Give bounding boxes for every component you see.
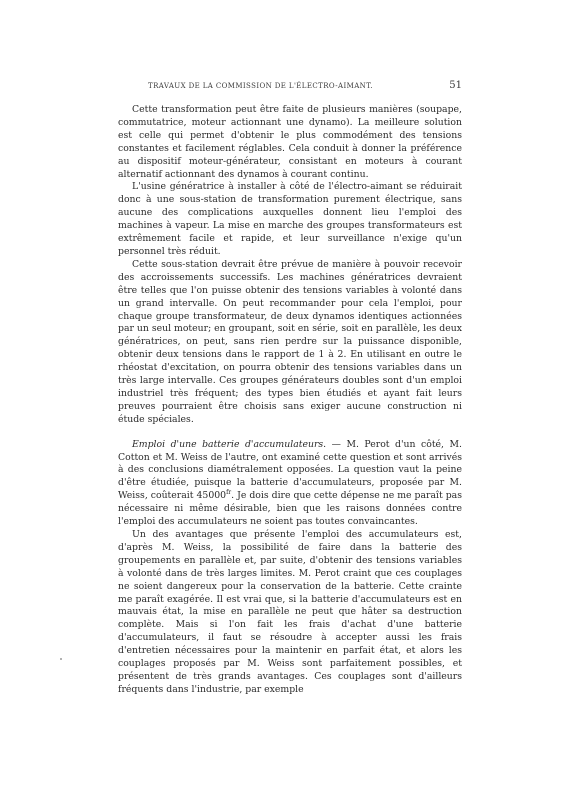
- running-title: TRAVAUX DE LA COMMISSION DE L'ÉLECTRO-AIMANT.: [148, 82, 373, 90]
- page-number: 51: [449, 80, 462, 91]
- paragraph-usine-generatrice: L'usine génératrice à installer à côté de l'électro-aimant se réduirait donc à une sous-station de transformation purement électrique, sans aucune des complications auxquelles donnent lieu l'emploi des machines à vapeur. La mise en marche des groupes transformateurs est extrêmement facile et rapide, et leur surveillance n'exige qu'un personnel très réduit.: [118, 181, 462, 257]
- paragraph-transformation: Cette transformation peut être faite de plusieurs manières (soupape, commutatrice, moteur actionnant une dynamo). La meilleure solution est celle qui permet d'obtenir le plus commodément des tensions constantes et facilement réglables. Cela conduit à donner la préférence au dispositif moteur-générateur, consistant en moteurs à courant alternatif actionnant des dynamos à courant continu.: [118, 104, 462, 180]
- paragraph-avantages: Un des avantages que présente l'emploi des accumulateurs est, d'après M. Weiss, la possibilité de faire dans la batterie des groupements en parallèle et, par suite, d'obtenir des tensions variables à volonté dans de très larges limites. M. Perot craint que ces couplages ne soient dangereux pour la conservation de la batterie. Cette crainte me paraît exagérée. Il est vrai que, si la batterie d'accumulateurs est en mauvais état, la mise en parallèle ne peut que hâter sa destruction complète. Mais si l'on fait les frais d'achat d'une batterie d'accumulateurs, il faut se résoudre à accepter aussi les frais d'entretien nécessaires pour la maintenir en parfait état, et alors les couplages proposés par M. Weiss sont parfaitement possibles, et présentent de très grands avantages. Ces couplages sont d'ailleurs fréquents dans l'industrie, par exemple: [118, 529, 462, 695]
- section-title: Emploi d'une batterie d'accumulateurs.: [132, 438, 327, 450]
- paragraph-text-after: . Je dois dire que cette dépense ne me paraît pas nécessaire ni même désirable, bien que les raisons données contre l'emploi des accumulateurs ne soient pas toutes convaincantes.: [118, 490, 462, 528]
- body-text: [118, 104, 462, 697]
- margin-speck: [60, 658, 62, 660]
- currency-superscript: fr: [226, 489, 232, 497]
- page-header: [118, 80, 462, 96]
- paragraph-text-before: — M. Perot d'un côté, M. Cotton et M. Weiss de l'autre, ont examiné cette question et sont arrivés à des conclusions diamétralement opposées. La question vaut la peine d'être étudiée, puisque la batterie d'accumulateurs, proposée par M. Weiss, coûterait 45000: [118, 438, 462, 502]
- paragraph-batterie-accumulateurs: [118, 439, 462, 529]
- paragraph-sous-station: Cette sous-station devrait être prévue de manière à pouvoir recevoir des accroissements successifs. Les machines génératrices devraient être telles que l'on puisse obtenir des tensions variables à volonté dans un grand intervalle. On peut recommander pour cela l'emploi, pour chaque groupe transformateur, de deux dynamos identiques actionnées par un seul moteur; en groupant, soit en série, soit en parallèle, les deux génératrices, on peut, sans rien perdre sur la puissance disponible, obtenir deux tensions dans le rapport de 1 à 2. En utilisant en outre le rhéostat d'excitation, on pourra obtenir des tensions variables dans un très large intervalle. Ces groupes générateurs doubles sont d'un emploi industriel très fréquent; des types bien étudiés et ayant fait leurs preuves pourraient être choisis sans exiger aucune construction ni étude spéciales.: [118, 258, 462, 425]
